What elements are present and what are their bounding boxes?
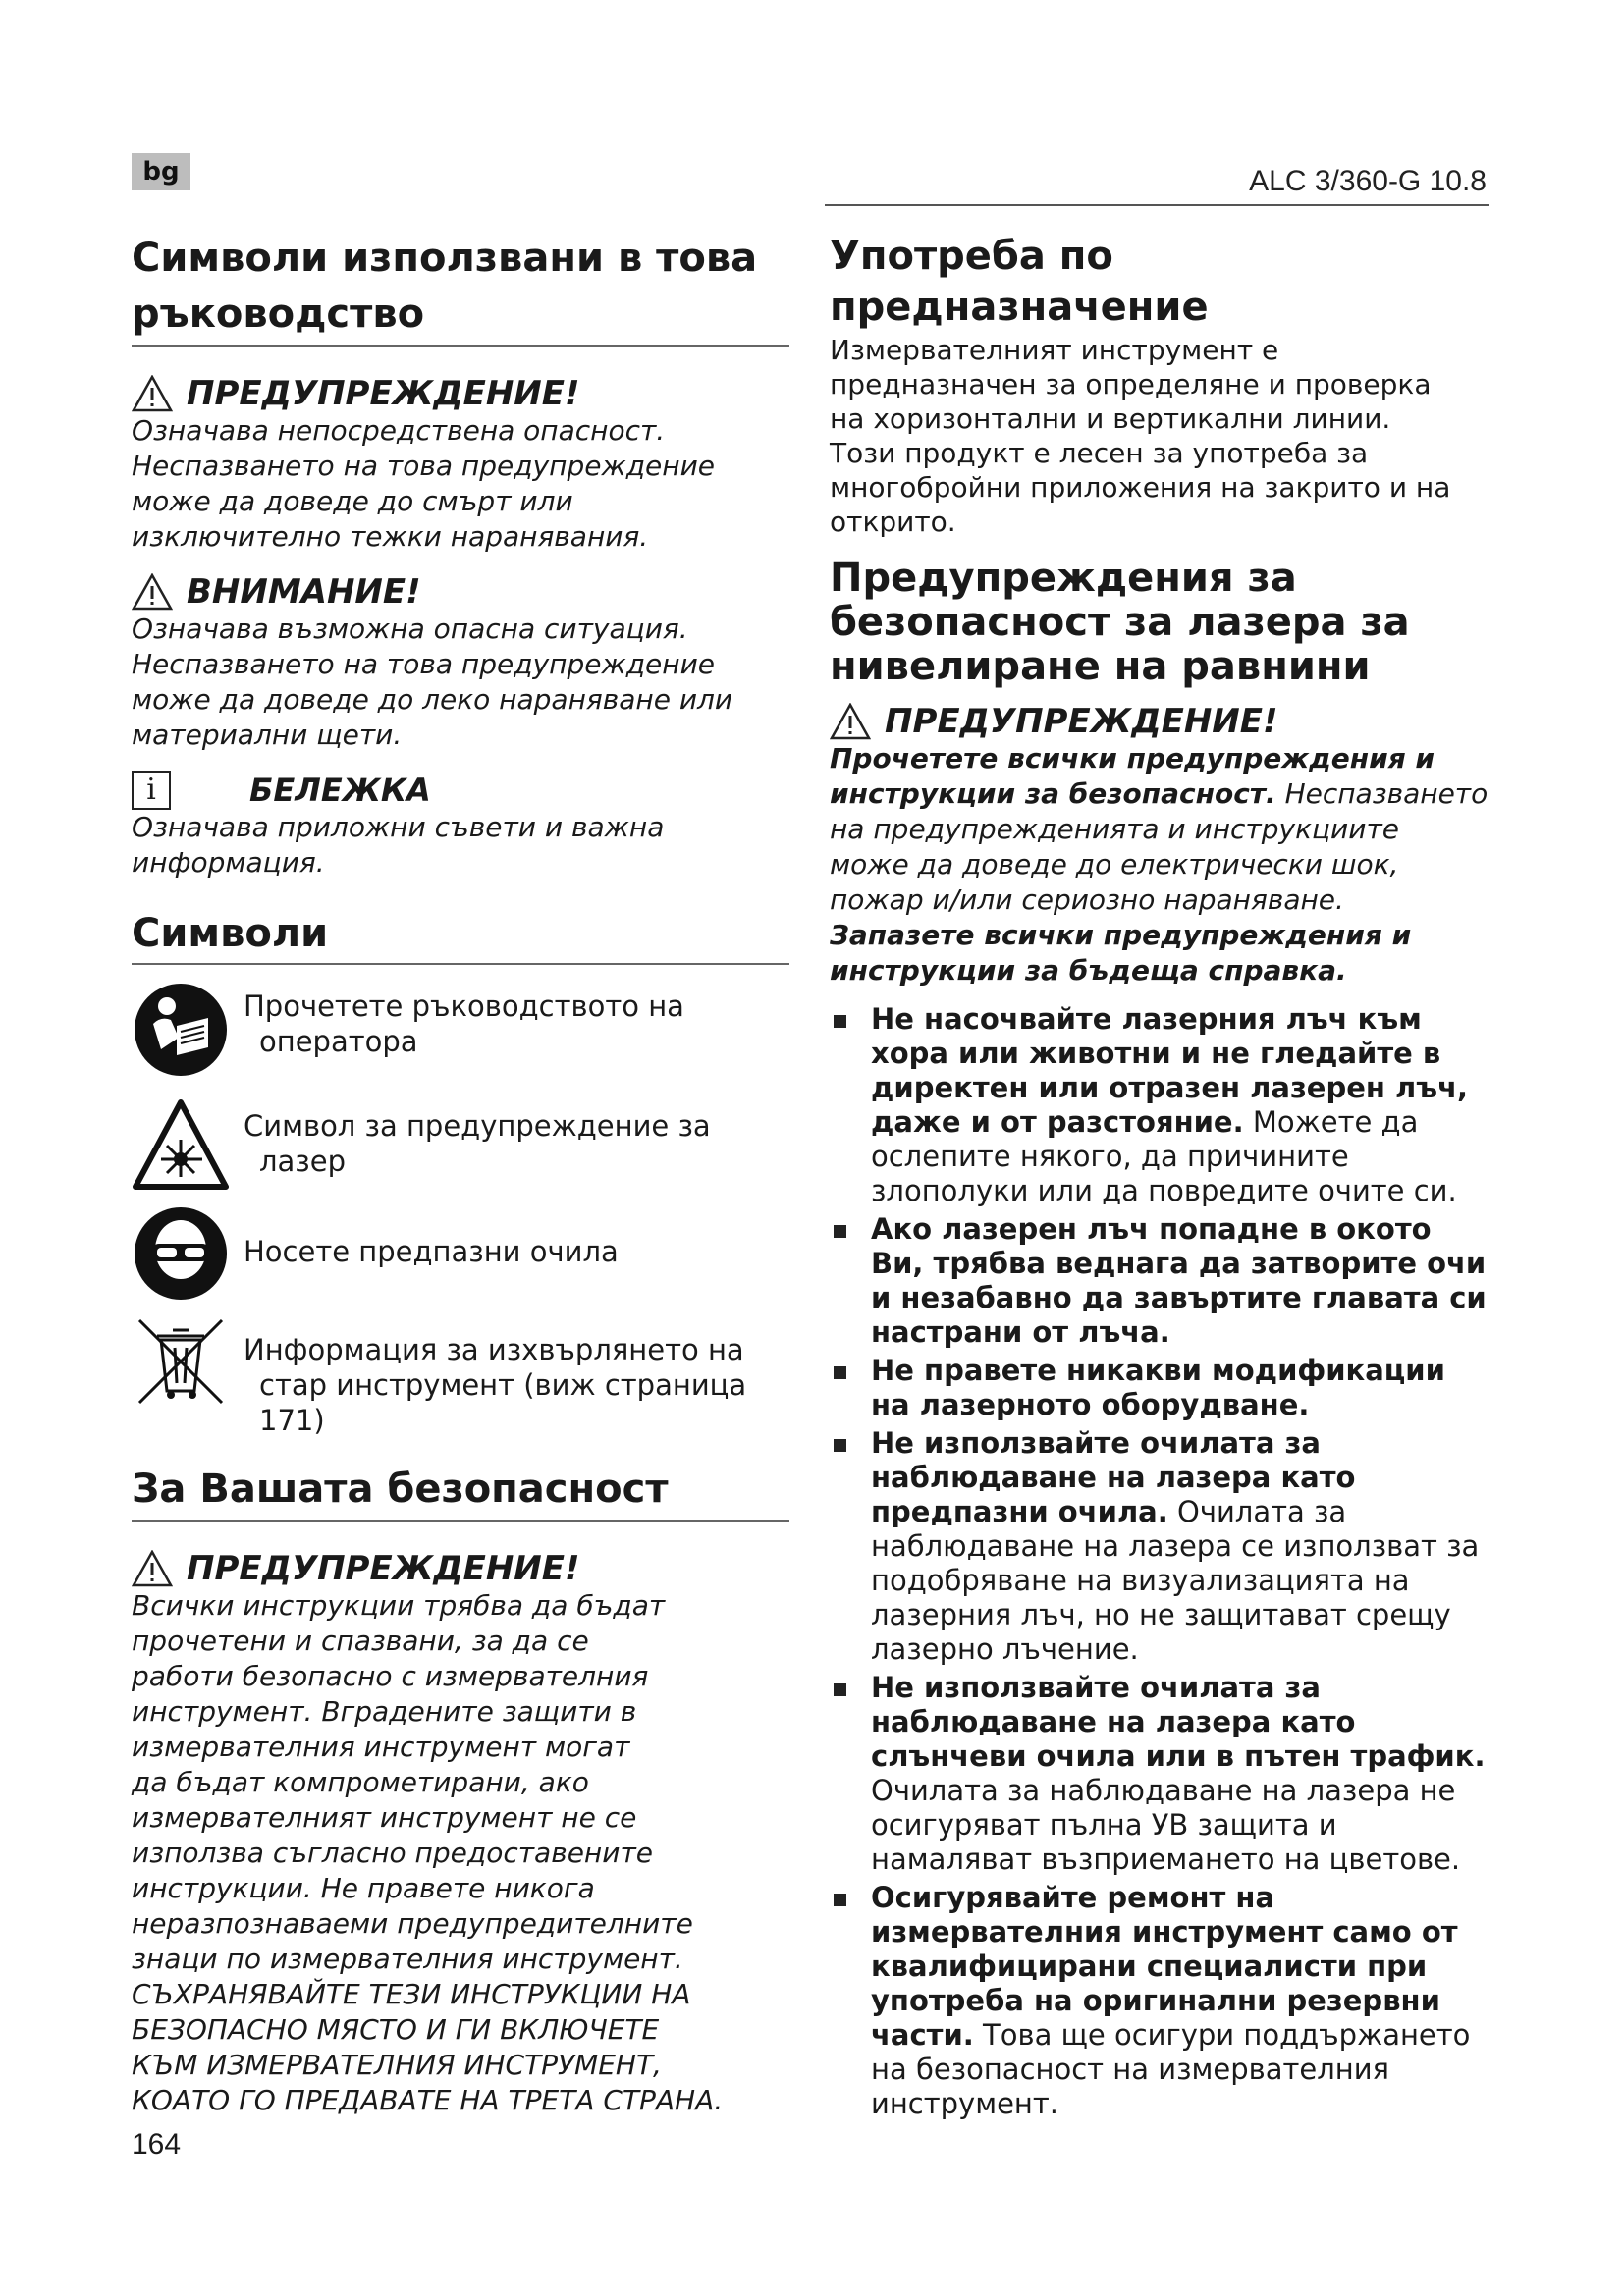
intended-use-text (830, 333, 1492, 539)
text-line: Неспазването (1275, 777, 1489, 811)
list-item: Не използвайте очилата за наблюдаване на лазера като слънчеви очила или в пътен трафик. Очилата за наблюдаване на лазера не осигуряват пълна УВ защита и намаляват възприемането на цветове. (830, 1671, 1492, 1877)
page-number: 164 (132, 2128, 182, 2161)
warning-title: ПРЕДУПРЕЖДЕНИЕ! (132, 374, 789, 413)
intended-use-heading: Употреба по предназначение (830, 234, 1209, 330)
info-icon: i (132, 771, 171, 810)
text-line: изключително тежки наранявания. (132, 519, 649, 553)
symbol-label: Прочетете ръководството на (244, 989, 684, 1024)
text-line: СЪХРАНЯВАЙТЕ ТЕЗИ ИНСТРУКЦИИ НА (132, 1978, 691, 2011)
text-line: инструмент. Вградените защити в (132, 1695, 637, 1729)
warning-title: ПРЕДУПРЕЖДЕНИЕ! (830, 702, 1492, 741)
heading-line: ръководство (132, 291, 425, 337)
note-title: i БЕЛЕЖКА (132, 771, 789, 810)
list-item: Не използвайте очилата за наблюдаване на лазера като предпазни очила. Очилата за наблюдаване на лазера се използват за подобряване на визуализацията на лазерния лъч, но не защитават срещу лазерно лъчение. (830, 1426, 1492, 1667)
text-line: на хоризонтални и вертикални линии. (830, 402, 1391, 435)
bold-line: Прочетете всички предупреждения и (830, 742, 1435, 775)
text-line: инструкции. Не правете никога (132, 1872, 595, 1905)
text-line: Неспазването на това предупреждение (132, 647, 716, 680)
heading-line: нивелиране на равнини (830, 643, 1371, 689)
symbol-label: Символ за предупреждение за (244, 1109, 711, 1144)
right-column (830, 231, 1492, 2125)
text-line: Измервателният инструмент е (830, 334, 1279, 366)
text-line: знаци по измервателния инструмент. (132, 1943, 683, 1976)
heading-line: безопасност за лазера за (830, 599, 1410, 645)
symbols-heading: Символи (132, 906, 789, 966)
laser-safety-heading (830, 557, 1492, 688)
text-line: КЪМ ИЗМЕРВАТЕЛНИЯ ИНСТРУМЕНТ, (132, 2049, 662, 2082)
heading-line: Символи използвани в това (132, 236, 758, 281)
laser-safety-list (830, 1002, 1492, 2121)
bold-line: инструкции за безопасност. (830, 777, 1276, 811)
bold-line: инструкции за бъдеща справка. (830, 954, 1347, 988)
bold-line: Запазете всички предупреждения и (830, 919, 1412, 952)
text-line: Неспазването на това предупреждение (132, 449, 716, 482)
text-line: многобройни приложения на закрито и на (830, 471, 1451, 504)
symbol-label: 171) (259, 1404, 325, 1438)
text-line: може да доведе до леко нараняване или (132, 682, 733, 716)
symbol-row (132, 1096, 789, 1195)
symbol-label: Информация за изхвърлянето на (244, 1333, 744, 1367)
manual-book-icon (132, 981, 230, 1079)
text-line: Означава приложни съвети и важна (132, 810, 665, 843)
symbol-label: Носете предпазни очила (244, 1235, 619, 1269)
safety-warning-text (132, 1588, 789, 2118)
text-line: КОАТО ГО ПРЕДАВАТЕ НА ТРЕТА СТРАНА. (132, 2084, 724, 2117)
text-line: БЕЗОПАСНО МЯСТО И ГИ ВКЛЮЧЕТЕ (132, 2013, 660, 2047)
safety-goggles-icon (132, 1204, 230, 1303)
text-line: Този продукт е лесен за употреба за (830, 437, 1369, 469)
text-line: открито. (830, 506, 956, 538)
text-line: пожар и/или сериозно нараняване. (830, 883, 1344, 917)
text-line: работи безопасно с измервателния (132, 1660, 649, 1693)
list-item: Не правете никакви модификации на лазерното оборудване. (830, 1354, 1492, 1422)
symbol-row (132, 1312, 789, 1438)
laser-warning-icon (132, 1096, 230, 1195)
text-line: предназначен за определяне и проверка (830, 368, 1432, 400)
symbol-label: оператора (259, 1025, 418, 1059)
laser-warning-text (830, 741, 1492, 988)
warning-triangle-icon (132, 1550, 173, 1587)
text-line: Всички инструкции трябва да бъдат (132, 1589, 666, 1623)
list-item: Не насочвайте лазерния лъч към хора или животни и не гледайте в директен или отразен лазерен лъч, даже и от разстояние. Можете да ослепите някого, да причините злополуки или да повредите очите си. (830, 1002, 1492, 1208)
header-rule (825, 204, 1489, 206)
symbol-label: лазер (259, 1145, 346, 1179)
text-line: може да доведе до електрически шок, (830, 848, 1399, 881)
model-name: ALC 3/360-G 10.8 (1249, 165, 1487, 197)
text-line: прочетени и спазвани, за да се (132, 1625, 589, 1658)
caution-title: ВНИМАНИЕ! (132, 572, 789, 612)
heading-line: Предупреждения за (830, 556, 1297, 601)
caution-triangle-icon (132, 573, 173, 611)
list-item: Ако лазерен лъч попадне в окото Ви, трябва веднага да затворите очи и незабавно да завъртите главата си настрани от лъча. (830, 1212, 1492, 1350)
symbols-used-heading (132, 231, 789, 347)
text-line: на предупрежденията и инструкциите (830, 813, 1399, 846)
text-line: информация. (132, 845, 325, 879)
text-line: измервателния инструмент могат (132, 1731, 630, 1764)
symbol-row (132, 981, 789, 1079)
warning-triangle-icon (830, 703, 871, 740)
safety-heading: За Вашата безопасност (132, 1462, 789, 1522)
text-line: използва съгласно предоставените (132, 1837, 653, 1870)
text-line: Означава непосредствена опасност. (132, 413, 666, 447)
text-line: измервателният инструмент не се (132, 1801, 637, 1835)
language-badge: bg (132, 153, 190, 190)
symbol-label: стар инструмент (виж страница (259, 1368, 747, 1403)
text-line: материални щети. (132, 718, 403, 751)
warning-title: ПРЕДУПРЕЖДЕНИЕ! (132, 1549, 789, 1588)
crossed-bin-icon (132, 1312, 230, 1411)
left-column (132, 231, 789, 2118)
list-item: Осигурявайте ремонт на измервателния инструмент само от квалифицирани специалисти при употреба на оригинални резервни части. Това ще осигури поддържането на безопасност на измервателния инструмент. (830, 1881, 1492, 2121)
text-line: неразпознаваеми предупредителните (132, 1907, 693, 1941)
symbol-row (132, 1204, 789, 1303)
text-line: може да доведе до смърт или (132, 484, 573, 517)
text-line: Означава възможна опасна ситуация. (132, 612, 688, 645)
warning-text (132, 413, 789, 555)
text-line: да бъдат компрометирани, ако (132, 1766, 589, 1799)
note-text (132, 810, 789, 881)
caution-text (132, 612, 789, 753)
warning-triangle-icon (132, 375, 173, 412)
